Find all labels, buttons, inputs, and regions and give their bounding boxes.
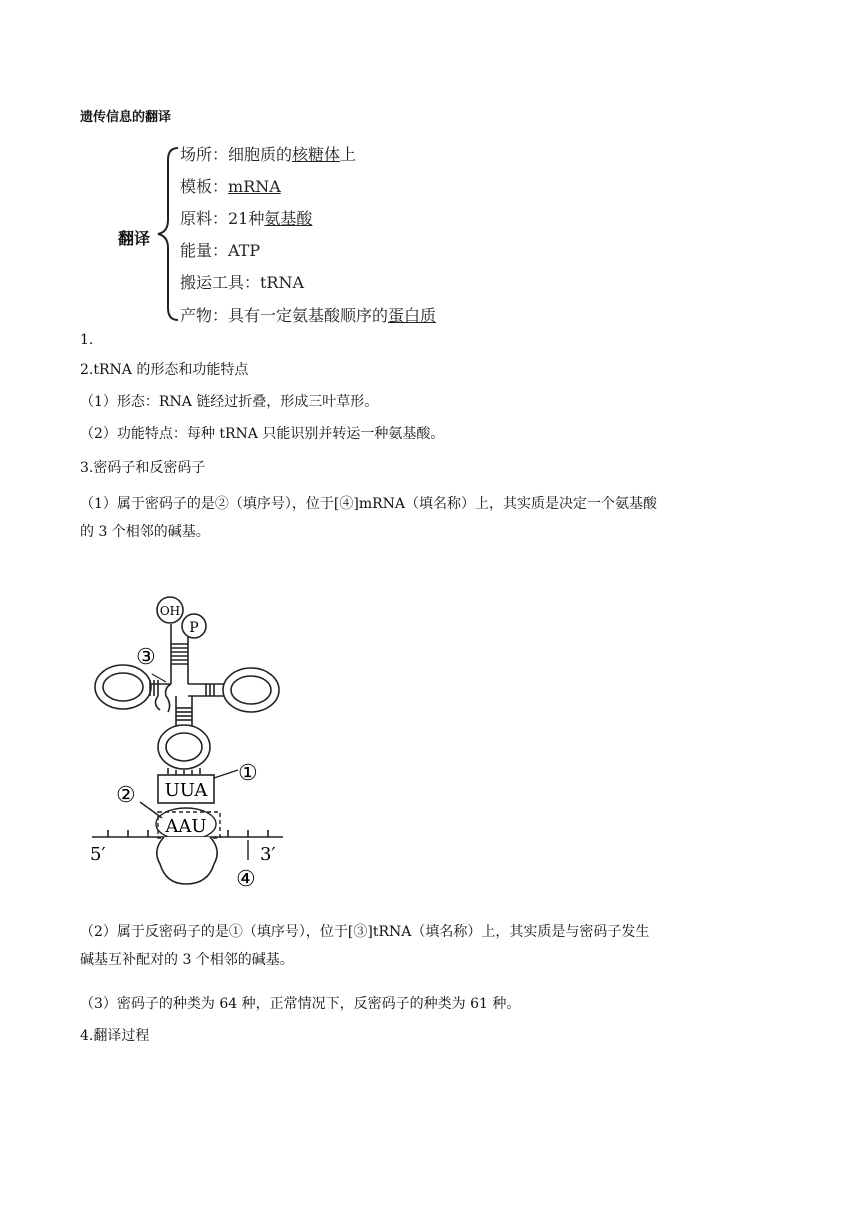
label2-line <box>140 802 162 818</box>
item-3-count: （3）密码子的种类为 64 种，正常情况下，反密码子的种类为 61 种。 <box>80 996 521 1012</box>
five-prime-label: 5′ <box>90 844 106 865</box>
outline-item-energy: 能量：ATP <box>180 241 261 260</box>
three-prime-label: 3′ <box>260 844 276 865</box>
item-3-heading: 3.密码子和反密码子 <box>80 460 206 476</box>
label1-line <box>214 770 238 778</box>
outline-label: 翻译 <box>118 229 151 248</box>
item-2-heading: 2.tRNA 的形态和功能特点 <box>80 362 249 378</box>
item-1: 1. <box>80 332 94 348</box>
item-3-codon: （1）属于密码子的是②（填序号），位于[④]mRNA（填名称）上，其实质是决定一个氨基酸 的 3 个相邻的碱基。 <box>80 496 658 540</box>
item-4-heading: 4.翻译过程 <box>80 1028 150 1044</box>
item-3-anticodon: （2）属于反密码子的是①（填序号），位于[③]tRNA（填名称）上，其实质是与密码子发生 碱基互补配对的 3 个相邻的碱基。 <box>80 924 650 968</box>
d-arm <box>95 665 171 709</box>
trna-diagram <box>88 592 293 892</box>
p-label: P <box>189 620 199 636</box>
outline-item-template: 模板：mRNA <box>180 177 281 196</box>
label2-text: ② <box>116 783 136 808</box>
ribosome <box>157 837 217 884</box>
codon-text: AAU <box>165 816 207 837</box>
anticodon-text: UUA <box>164 780 208 801</box>
t-arm <box>188 668 279 712</box>
label4-text: ④ <box>236 867 256 892</box>
outline-item-material: 原料：21种氨基酸 <box>180 209 313 228</box>
outline-item-product: 产物：具有一定氨基酸顺序的蛋白质 <box>180 306 437 325</box>
outline-item-carrier: 搬运工具：tRNA <box>180 273 305 292</box>
item-2-form: （1）形态：RNA 链经过折叠，形成三叶草形。 <box>80 394 379 410</box>
label1-text: ① <box>238 761 258 786</box>
anticodon-arm <box>158 696 210 776</box>
label3-text: ③ <box>136 645 156 670</box>
oh-label: OH <box>159 604 181 618</box>
item-2-function: （2）功能特点：每种 tRNA 只能识别并转运一种氨基酸。 <box>80 426 445 442</box>
section-title: 遗传信息的翻译 <box>80 110 172 125</box>
outline-item-place: 场所：细胞质的核糖体上 <box>180 145 357 164</box>
